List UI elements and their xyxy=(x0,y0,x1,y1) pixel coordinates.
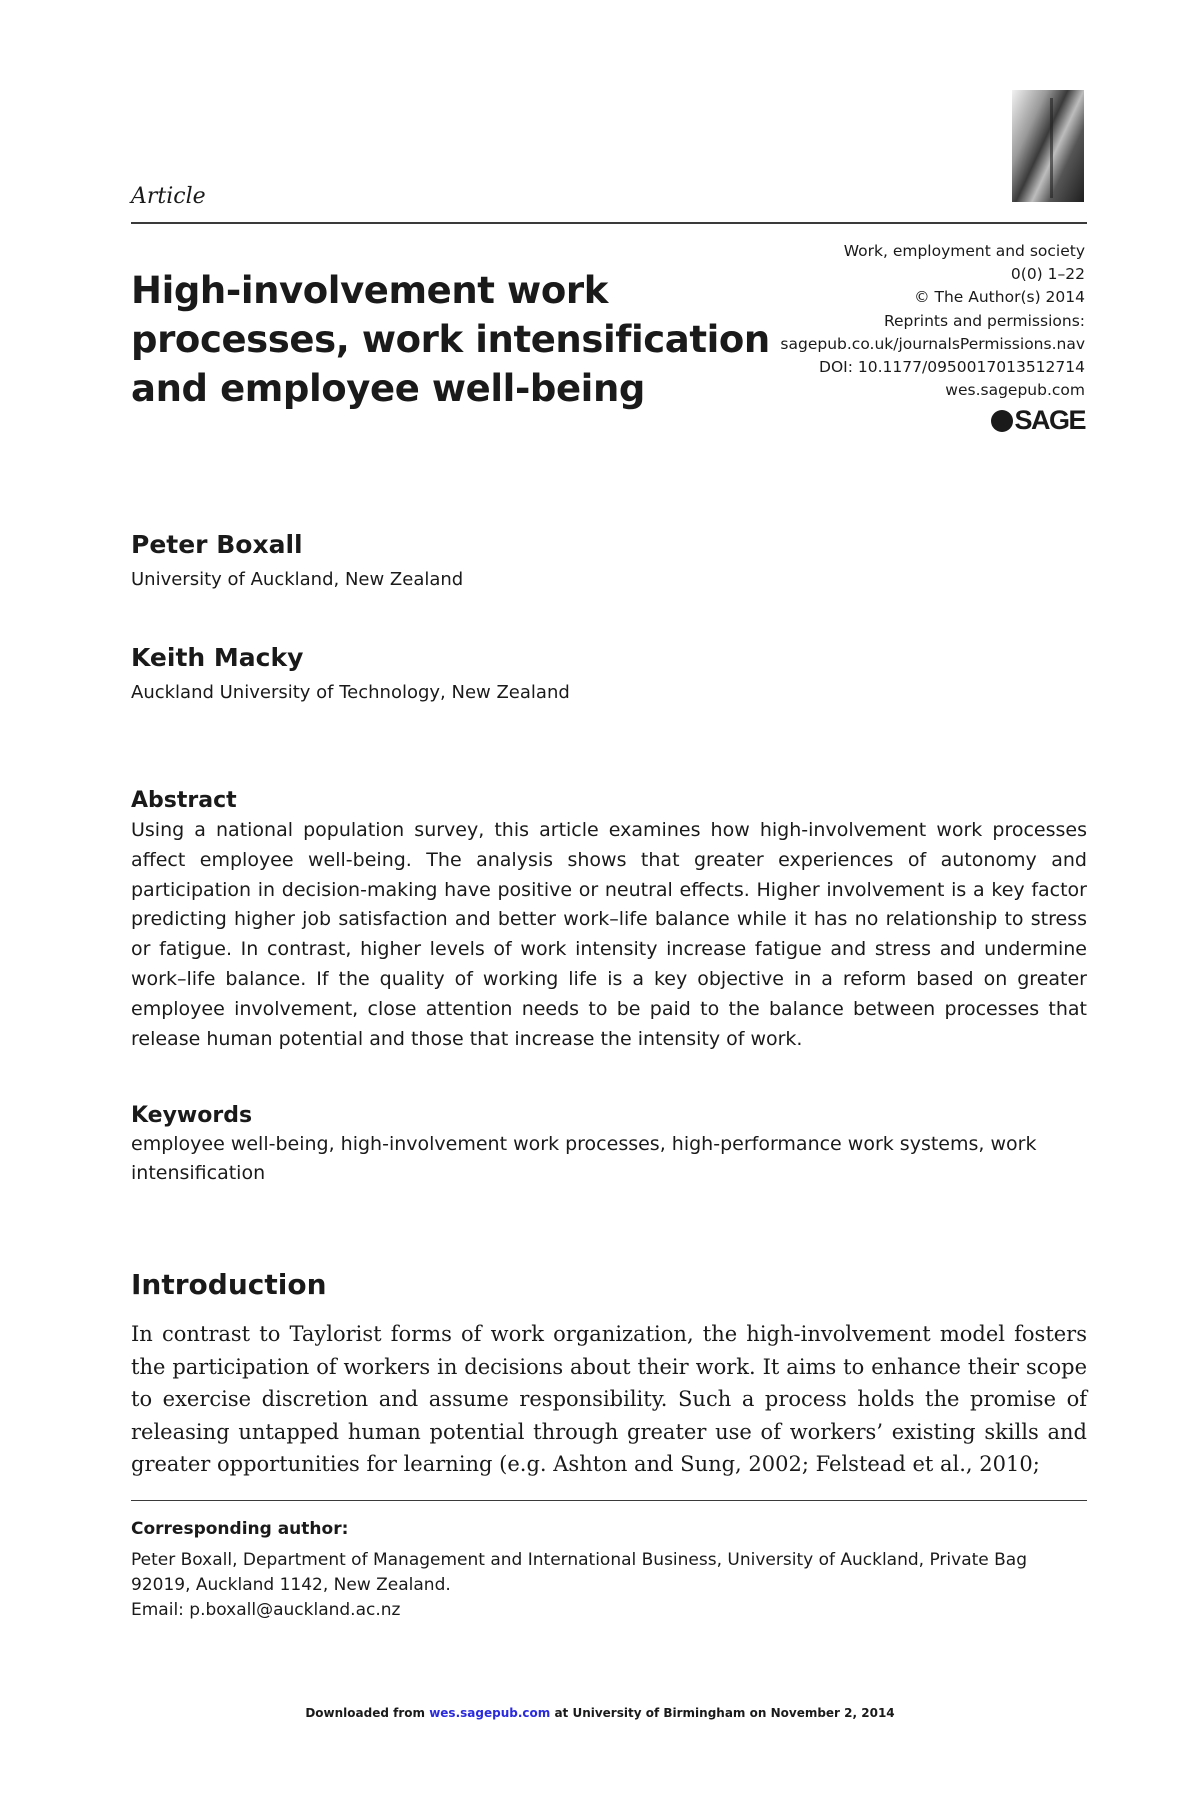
header-divider xyxy=(131,222,1087,224)
journal-name: Work, employment and society xyxy=(843,242,1085,260)
paper-title: High-involvement work processes, work intensification and employee well-being xyxy=(131,269,770,410)
introduction-text: In contrast to Taylorist forms of work organization, the high-involvement model fosters the participation of workers in decisions about their work. It aims to enhance their scope to exercise discretion and assume responsibility. Such a process holds the promise of releasing untapped human potential through greater use of workers’ existing skills and greater opportunities for learning (e.g. Ashton and Sung, 2002; Felstead et al., 2010; xyxy=(131,1322,1087,1476)
footer-link[interactable]: wes.sagepub.com xyxy=(429,1706,551,1720)
doi[interactable]: DOI: 10.1177/0950017013512714 xyxy=(819,358,1085,377)
corresponding-author-label: Corresponding author: xyxy=(131,1519,349,1539)
journal-metadata xyxy=(765,240,1085,402)
sage-logo-text: SAGE xyxy=(1014,405,1085,435)
author-affiliation: University of Auckland, New Zealand xyxy=(131,569,464,590)
keywords-text: employee well-being, high-involvement work processes, high-performance work systems, work intensification xyxy=(131,1133,1037,1184)
corresponding-author-details xyxy=(131,1548,1087,1623)
journal-cover-thumbnail xyxy=(1012,90,1084,202)
reprints-label: Reprints and permissions: xyxy=(883,311,1085,330)
corresponding-author-address: Peter Boxall, Department of Management and International Business, University of Auckland, Private Bag 92019, Auckland 1142, New Zealand. xyxy=(131,1550,1028,1595)
download-footer xyxy=(0,1706,1200,1720)
footer-prefix: Downloaded from xyxy=(305,1706,426,1720)
author-affiliation: Auckland University of Technology, New Zealand xyxy=(131,682,570,703)
copyright-notice: © The Author(s) 2014 xyxy=(914,288,1085,307)
corresponding-author-email[interactable]: Email: p.boxall@auckland.ac.nz xyxy=(131,1600,401,1620)
introduction-heading: Introduction xyxy=(131,1268,327,1301)
footnote-divider xyxy=(131,1500,1087,1501)
sage-mark-icon xyxy=(991,410,1013,432)
footer-suffix: at University of Birmingham on November 2, 2014 xyxy=(554,1706,895,1720)
article-type-label: Article xyxy=(131,184,206,209)
journal-volume-pages: 0(0) 1–22 xyxy=(1010,265,1085,284)
abstract-text: Using a national population survey, this article examines how high-involvement work processes affect employee well-being. The analysis shows that greater experiences of autonomy and participation in decision-making have positive or neutral effects. Higher involvement is a key factor predicting higher job satisfaction and better work–life balance while it has no relationship to stress or fatigue. In contrast, higher levels of work intensity increase fatigue and stress and undermine work–life balance. If the quality of working life is a key objective in a reform based on greater employee involvement, close attention needs to be paid to the balance between processes that release human potential and those that increase the intensity of work. xyxy=(131,819,1087,1050)
author-name: Keith Macky xyxy=(131,643,304,672)
sage-logo xyxy=(991,405,1085,436)
permissions-link[interactable]: sagepub.co.uk/journalsPermissions.nav xyxy=(780,334,1085,353)
keywords-heading: Keywords xyxy=(131,1103,253,1128)
journal-website-link[interactable]: wes.sagepub.com xyxy=(945,381,1085,400)
author-name: Peter Boxall xyxy=(131,530,303,559)
abstract-heading: Abstract xyxy=(131,788,237,813)
